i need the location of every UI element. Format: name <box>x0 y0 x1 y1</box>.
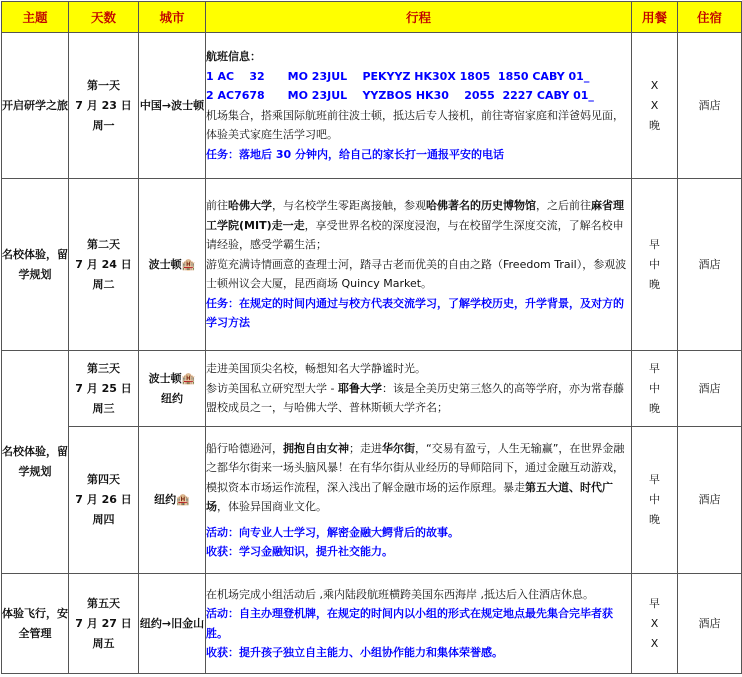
day-cell: 第四天 7 月 26 日 周四 <box>69 427 139 574</box>
theme-cell: 体验飞行，安全管理 <box>2 574 69 674</box>
flight-title: 航班信息： <box>206 50 261 63</box>
itinerary-text: 参访美国私立研究型大学 - 耶鲁大学：该是全美历史第三悠久的高等学府，亦为常春藤盟校成员之一，与哈佛大学、普林斯顿大学齐名； <box>206 381 624 415</box>
gain-text: 收获：学习金融知识，提升社交能力。 <box>206 545 393 558</box>
itinerary-text: 船行哈德逊河，拥抱自由女神；走进华尔街，“交易有盈亏，人生无输赢”，在世界金融之都华尔街来一场头脑风暴！在有华尔街从业经历的导师陪同下，通过金融互动游戏，模拟资本市场运作流程，深入浅出了解金融市场的运作原理。暴走第五大道、时代广场，体验异国商业文化。 <box>206 441 625 513</box>
table-row-day4 <box>2 427 742 574</box>
header-theme: 主题 <box>2 2 69 33</box>
header-city: 城市 <box>139 2 206 33</box>
itinerary-text: 前往哈佛大学，与名校学生零距离接触，参观哈佛著名的历史博物馆，之后前往麻省理工学院(MIT)走一走，享受世界名校的深度浸泡，与在校留学生深度交流，了解名校申请经验，感受学霸生活； <box>206 199 624 252</box>
theme-cell: 开启研学之旅 <box>2 33 69 179</box>
city-cell: 波士顿🏨 纽约 <box>139 351 206 427</box>
itinerary-cell <box>206 33 632 179</box>
itinerary-text: 在机场完成小组活动后 ,乘内陆段航班横跨美国东西海岸 ,抵达后入住酒店休息。 <box>206 587 594 601</box>
table-row-day2 <box>2 179 742 351</box>
theme-cell: 名校体验，留学规划 <box>2 179 69 351</box>
itinerary-table <box>1 1 742 674</box>
lodging-cell: 酒店 <box>678 574 742 674</box>
table-row-day5 <box>2 574 742 674</box>
task-text: 任务：在规定的时间内通过与校方代表交流学习，了解学校历史，升学背景，及对方的学习方法 <box>206 296 624 330</box>
header-row <box>2 2 742 33</box>
lodging-cell: 酒店 <box>678 427 742 574</box>
header-day: 天数 <box>69 2 139 33</box>
itinerary-text: 游览充满诗情画意的查理士河，踏寻古老而优美的自由之路（Freedom Trail），参观波士顿州议会大厦，昆西商场 Quincy Market。 <box>206 257 627 291</box>
table-row-day3 <box>2 351 742 427</box>
header-meals: 用餐 <box>632 2 678 33</box>
theme-cell: 名校体验，留学规划 <box>2 351 69 574</box>
gain-text: 收获：提升孩子独立自主能力、小组协作能力和集体荣誉感。 <box>206 646 503 659</box>
day-cell: 第一天 7 月 23 日 周一 <box>69 33 139 179</box>
city-cell: 波士顿🏨 <box>139 179 206 351</box>
flight-line: 1 AC 32 MO 23JUL PEKYYZ HK30X 1805 1850 CABY 01_ <box>206 69 590 83</box>
day-cell: 第二天 7 月 24 日 周二 <box>69 179 139 351</box>
day-cell: 第三天 7 月 25 日 周三 <box>69 351 139 427</box>
itinerary-cell <box>206 351 632 427</box>
flight-line: 2 AC7678 MO 23JUL YYZBOS HK30 2055 2227 CABY 01_ <box>206 89 594 102</box>
lodging-cell: 酒店 <box>678 179 742 351</box>
header-lodging: 住宿 <box>678 2 742 33</box>
itinerary-cell <box>206 179 632 351</box>
city-cell: 中国→波士顿 <box>139 33 206 179</box>
itinerary-cell <box>206 574 632 674</box>
meals-cell: X X 晚 <box>632 33 678 179</box>
lodging-cell: 酒店 <box>678 33 742 179</box>
city-cell: 纽约→旧金山 <box>139 574 206 674</box>
lodging-cell: 酒店 <box>678 351 742 427</box>
meals-cell: 早 中 晚 <box>632 427 678 574</box>
itinerary-cell <box>206 427 632 574</box>
table-row-day1 <box>2 33 742 179</box>
itinerary-text: 走进美国顶尖名校，畅想知名大学静谧时光。 <box>206 362 426 376</box>
activity-text: 活动：自主办理登机牌，在规定的时间内以小组的形式在规定地点最先集合完毕者获胜。 <box>206 607 613 640</box>
day-cell: 第五天 7 月 27 日 周五 <box>69 574 139 674</box>
itinerary-text: 机场集合，搭乘国际航班前往波士顿，抵达后专人接机，前往寄宿家庭和洋爸妈见面，体验美式家庭生活学习吧。 <box>206 108 624 141</box>
meals-cell: 早 中 晚 <box>632 179 678 351</box>
city-cell: 纽约🏨 <box>139 427 206 574</box>
meals-cell: 早 中 晚 <box>632 351 678 427</box>
activity-text: 活动：向专业人士学习，解密金融大鳄背后的故事。 <box>206 525 459 539</box>
header-itinerary: 行程 <box>206 2 632 33</box>
meals-cell: 早 X X <box>632 574 678 674</box>
task-text: 任务：落地后 30 分钟内，给自己的家长打一通报平安的电话 <box>206 147 504 161</box>
